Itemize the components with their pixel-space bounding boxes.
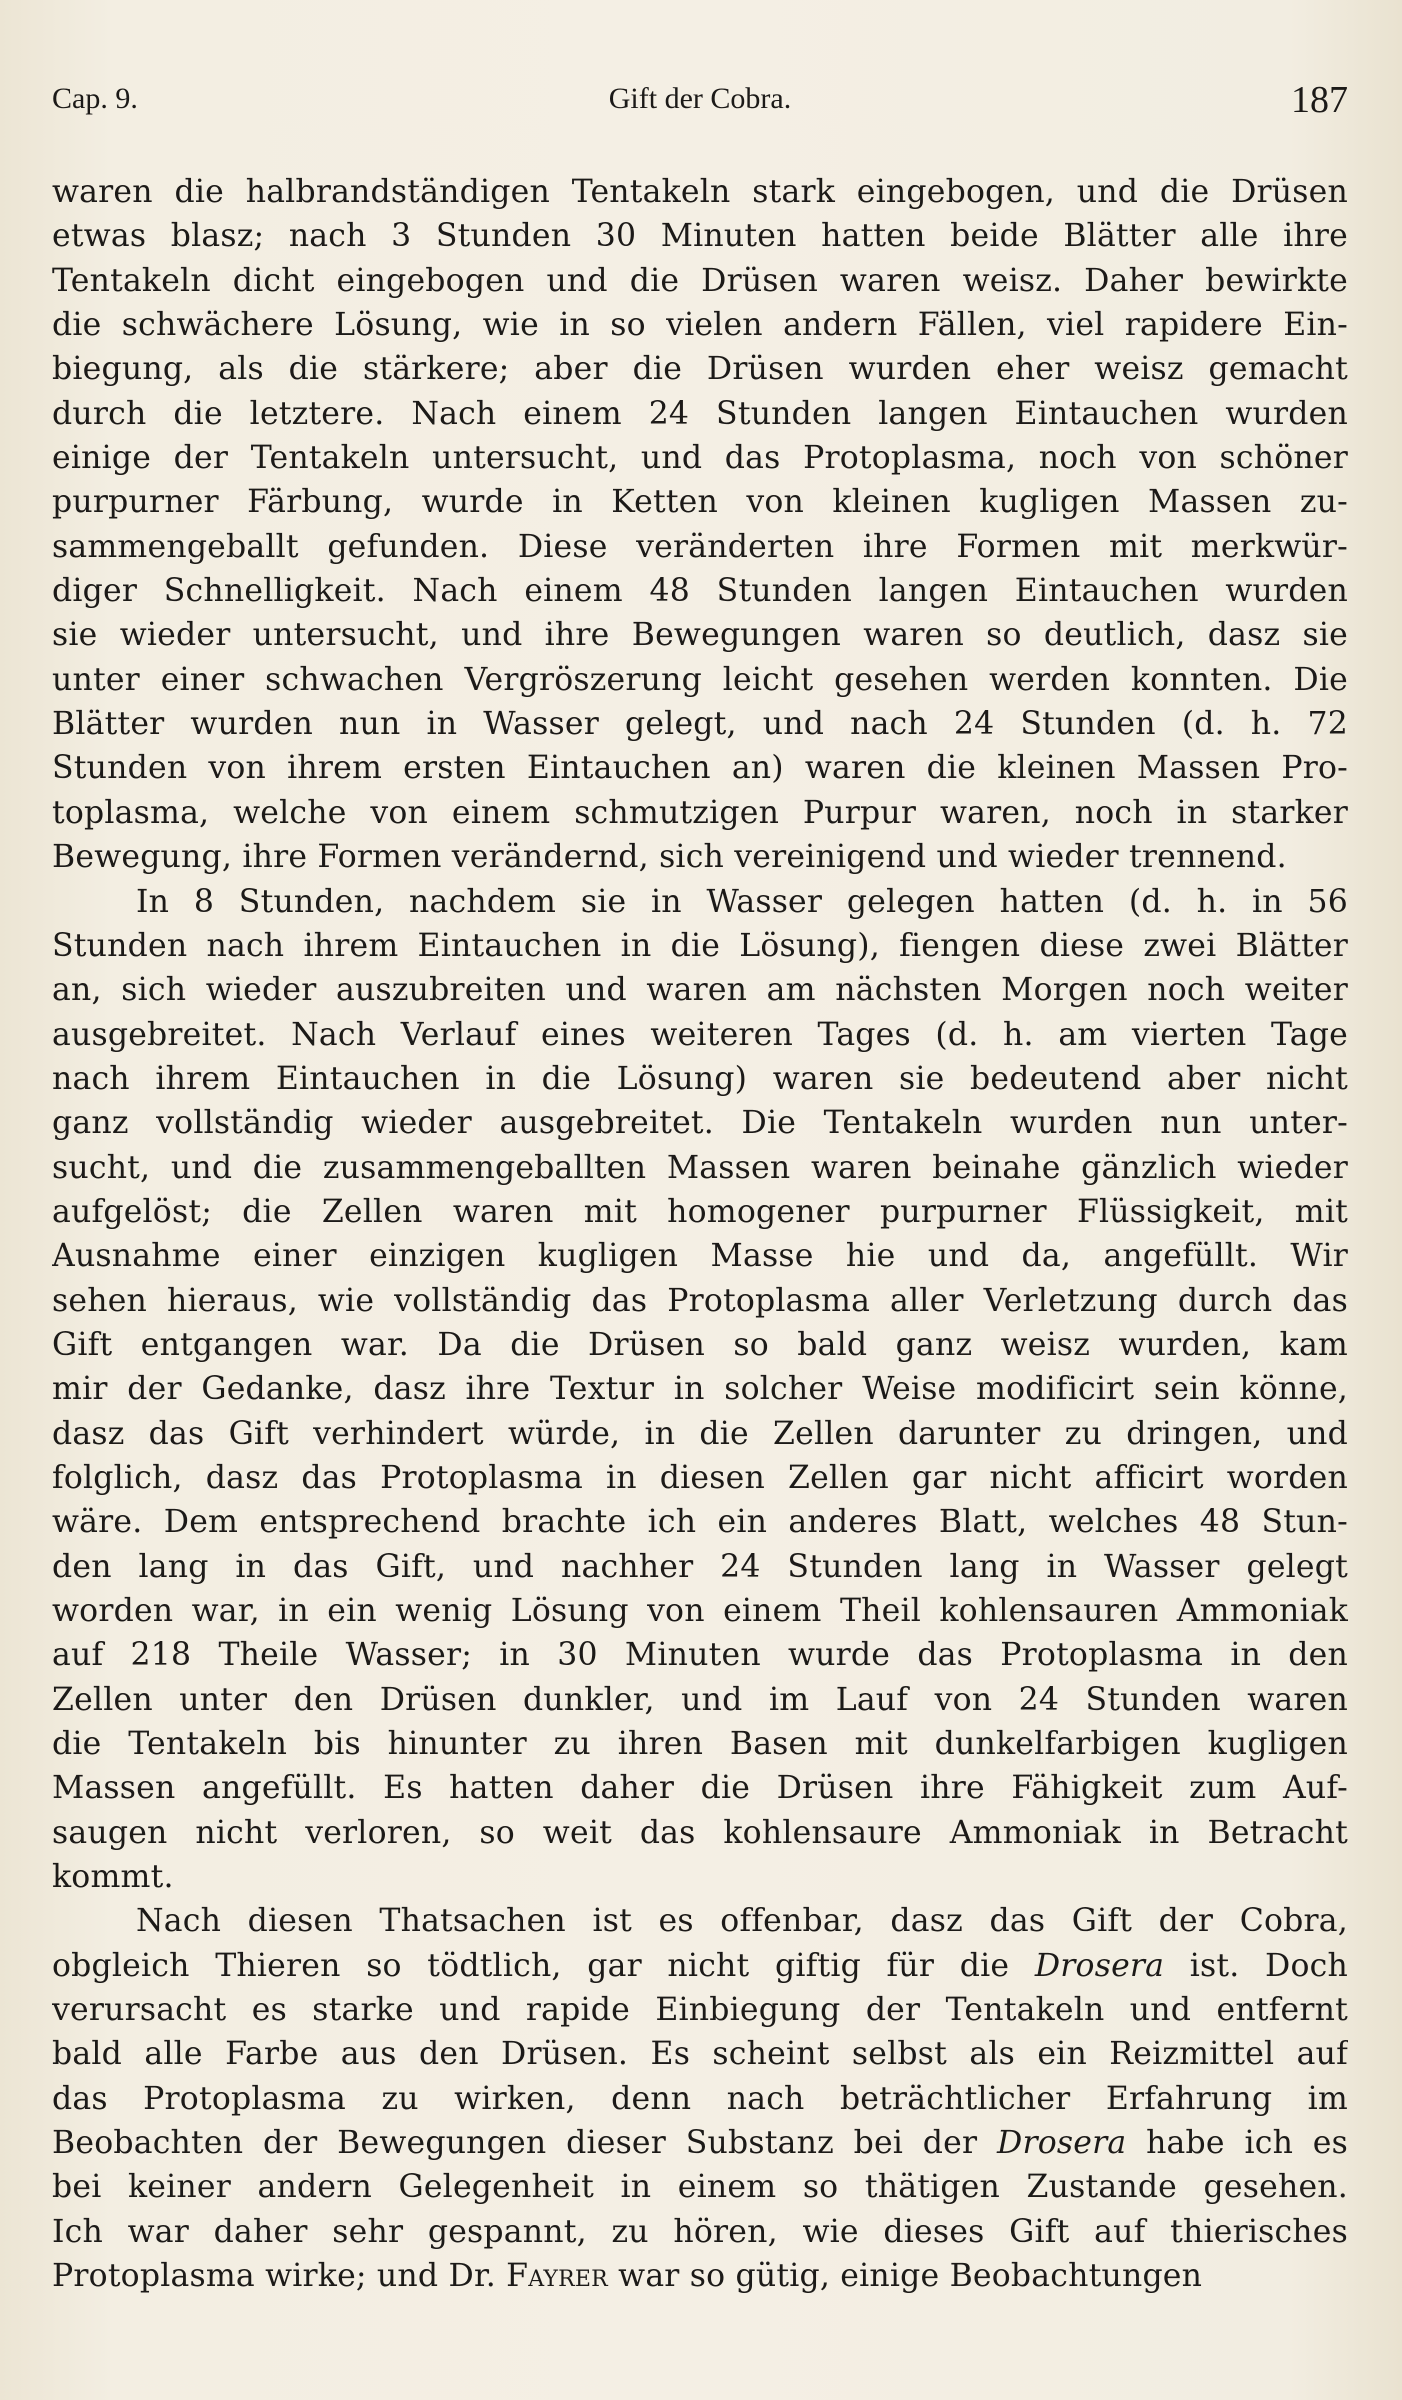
text-line: sammengeballt gefunden. Diese veränderten ihre Formen mit merkwür- — [52, 528, 1348, 565]
text-line: Protoplasma wirke; und Dr. Fayrer war so gütig, einige Beobachtungen — [52, 2258, 1203, 2295]
text-line: das Protoplasma zu wirken, denn nach beträchtlicher Erfahrung im — [52, 2080, 1348, 2117]
text-line: aufgelöst; die Zellen waren mit homogener purpurner Flüssigkeit, mit — [52, 1193, 1348, 1230]
text-line: etwas blasz; nach 3 Stunden 30 Minuten hatten beide Blätter alle ihre — [52, 218, 1348, 255]
text-line: obgleich Thieren so tödtlich, gar nicht giftig für die Drosera ist. Doch — [52, 1947, 1348, 1984]
text-line: Tentakeln dicht eingebogen und die Drüsen waren weisz. Daher bewirkte — [52, 262, 1348, 299]
text-line: Ich war daher sehr gespannt, zu hören, wie dieses Gift auf thierisches — [52, 2213, 1348, 2250]
text-line: biegung, als die stärkere; aber die Drüsen wurden eher weisz gemacht — [52, 351, 1348, 388]
text-line: dasz das Gift verhindert würde, in die Zellen darunter zu dringen, und — [52, 1415, 1348, 1452]
text-line: an, sich wieder auszubreiten und waren am nächsten Morgen noch weiter — [52, 972, 1348, 1009]
text-line: kommt. — [52, 1859, 174, 1896]
text-line: Nach diesen Thatsachen ist es offenbar, dasz das Gift der Cobra, — [136, 1903, 1348, 1940]
text-line: sehen hieraus, wie vollständig das Protoplasma aller Verletzung durch das — [52, 1282, 1348, 1319]
text-line: Gift entgangen war. Da die Drüsen so bald ganz weisz wurden, kam — [52, 1326, 1348, 1363]
text-line: verursacht es starke und rapide Einbiegung der Tentakeln und entfernt — [52, 1992, 1348, 2029]
text-line: sie wieder untersucht, und ihre Bewegungen waren so deutlich, dasz sie — [52, 617, 1348, 654]
text-line: wäre. Dem entsprechend brachte ich ein anderes Blatt, welches 48 Stun- — [52, 1504, 1348, 1541]
text-line: Stunden von ihrem ersten Eintauchen an) waren die kleinen Massen Pro- — [52, 750, 1348, 787]
text-line: Blätter wurden nun in Wasser gelegt, und nach 24 Stunden (d. h. 72 — [52, 706, 1348, 743]
text-line: bald alle Farbe aus den Drüsen. Es scheint selbst als ein Reizmittel auf — [52, 2036, 1348, 2073]
text-line: die schwächere Lösung, wie in so vielen andern Fällen, viel rapidere Ein- — [52, 307, 1348, 344]
text-line: den lang in das Gift, und nachher 24 Stunden lang in Wasser gelegt — [52, 1548, 1348, 1585]
text-line: diger Schnelligkeit. Nach einem 48 Stunden langen Eintauchen wurden — [52, 573, 1348, 610]
chapter-label: Cap. 9. — [52, 82, 138, 115]
text-line: sucht, und die zusammengeballten Massen waren beinahe gänzlich wieder — [52, 1149, 1348, 1186]
text-line: bei keiner andern Gelegenheit in einem so thätigen Zustande gesehen. — [52, 2169, 1348, 2206]
body-text — [52, 170, 1348, 2299]
text-line: purpurner Färbung, wurde in Ketten von kleinen kugligen Massen zu- — [52, 484, 1348, 521]
text-line: Ausnahme einer einzigen kugligen Masse hie und da, angefüllt. Wir — [52, 1238, 1348, 1275]
text-line: folglich, dasz das Protoplasma in diesen Zellen gar nicht afficirt worden — [52, 1459, 1348, 1496]
text-line: ganz vollständig wieder ausgebreitet. Die Tentakeln wurden nun unter- — [52, 1105, 1348, 1142]
text-line: worden war, in ein wenig Lösung von einem Theil kohlensauren Ammoniak — [52, 1593, 1348, 1629]
text-line: Massen angefüllt. Es hatten daher die Drüsen ihre Fähigkeit zum Auf- — [52, 1770, 1348, 1807]
running-header — [52, 78, 1348, 126]
text-line: toplasma, welche von einem schmutzigen Purpur waren, noch in starker — [52, 794, 1348, 831]
text-line: durch die letztere. Nach einem 24 Stunden langen Eintauchen wurden — [52, 395, 1348, 432]
text-line: In 8 Stunden, nachdem sie in Wasser gelegen hatten (d. h. in 56 — [136, 883, 1348, 920]
text-line: unter einer schwachen Vergröszerung leicht gesehen werden konnten. Die — [52, 661, 1348, 698]
text-line: waren die halbrandständigen Tentakeln stark eingebogen, und die Drüsen — [52, 174, 1348, 210]
text-line: saugen nicht verloren, so weit das kohlensaure Ammoniak in Betracht — [52, 1814, 1348, 1851]
page-number: 187 — [1291, 79, 1348, 121]
text-line: einige der Tentakeln untersucht, und das Protoplasma, noch von schöner — [52, 440, 1348, 477]
text-line: Bewegung, ihre Formen verändernd, sich vereinigend und wieder trennend. — [52, 839, 1287, 876]
running-title: Gift der Cobra. — [608, 82, 792, 115]
text-line: mir der Gedanke, dasz ihre Textur in solcher Weise modificirt sein könne, — [52, 1371, 1348, 1408]
text-line: Zellen unter den Drüsen dunkler, und im Lauf von 24 Stunden waren — [52, 1681, 1348, 1718]
text-line: nach ihrem Eintauchen in die Lösung) waren sie bedeutend aber nicht — [52, 1060, 1348, 1097]
text-line: Stunden nach ihrem Eintauchen in die Lösung), fiengen diese zwei Blätter — [52, 927, 1348, 964]
text-line: ausgebreitet. Nach Verlauf eines weiteren Tages (d. h. am vierten Tage — [52, 1016, 1348, 1053]
text-line: auf 218 Theile Wasser; in 30 Minuten wurde das Protoplasma in den — [52, 1637, 1348, 1674]
text-line: die Tentakeln bis hinunter zu ihren Basen mit dunkelfarbigen kugligen — [52, 1726, 1348, 1763]
text-line: Beobachten der Bewegungen dieser Substanz bei der Drosera habe ich es — [52, 2125, 1348, 2162]
